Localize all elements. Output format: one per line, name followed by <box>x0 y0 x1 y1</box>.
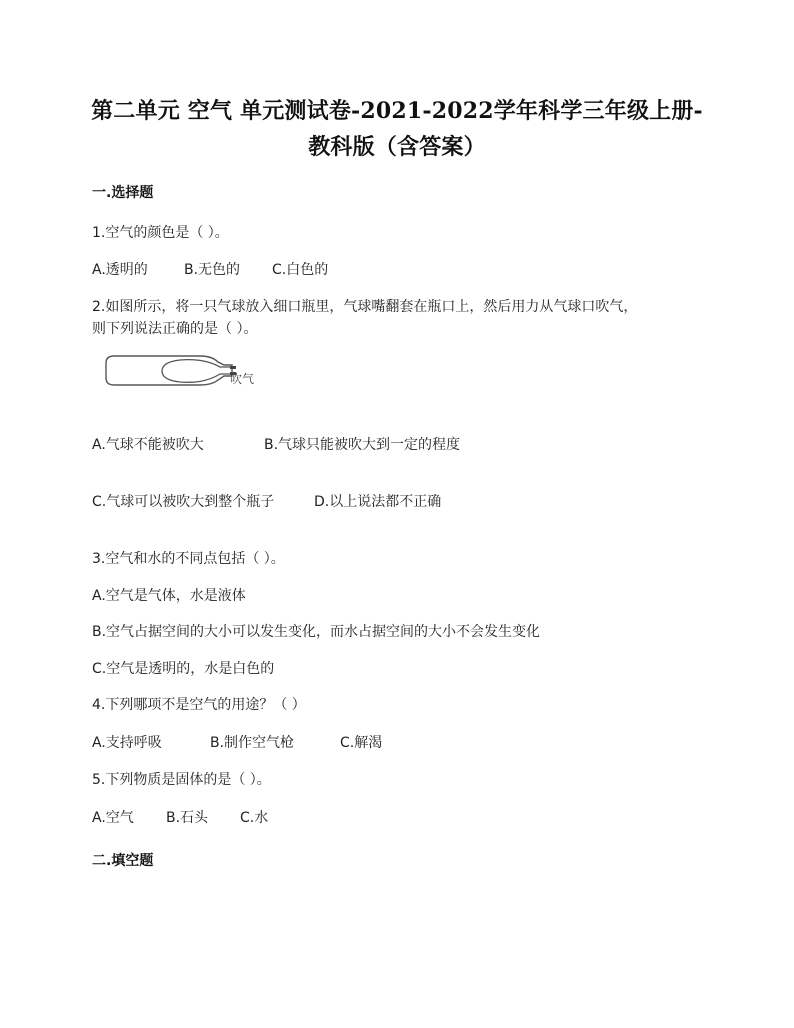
question-2-text-line-1: 2.如图所示，将一只气球放入细口瓶里，气球嘴翻套在瓶口上，然后用力从气球口吹气， <box>92 299 638 315</box>
section-heading-fill-blank: 二.填空题 <box>92 853 154 869</box>
question-1-option-c: C.白色的 <box>272 262 329 278</box>
question-4-option-a: A.支持呼吸 <box>92 735 162 751</box>
question-4-text: 4.下列哪项不是空气的用途？（ ） <box>92 697 306 713</box>
question-2-option-b: B.气球只能被吹大到一定的程度 <box>264 437 461 453</box>
question-1-option-a: A.透明的 <box>92 262 148 278</box>
question-3-option-a: A.空气是气体，水是液体 <box>92 588 246 604</box>
question-3-option-c: C.空气是透明的，水是白色的 <box>92 661 275 677</box>
figure-label-blow: 吹气 <box>230 372 255 386</box>
question-1-option-b: B.无色的 <box>184 262 241 278</box>
section-heading-choice: 一.选择题 <box>92 185 154 201</box>
question-3-option-b: B.空气占据空间的大小可以发生变化，而水占据空间的大小不会发生变化 <box>92 624 541 640</box>
document-title-line-1: 第二单元 空气 单元测试卷-2021-2022学年科学三年级上册- <box>91 98 703 124</box>
question-2-option-d: D.以上说法都不正确 <box>314 494 442 510</box>
question-2-option-a: A.气球不能被吹大 <box>92 437 204 453</box>
question-4-option-b: B.制作空气枪 <box>210 735 295 751</box>
document-title-line-2: 教科版（含答案） <box>308 134 486 160</box>
question-5-option-c: C.水 <box>240 810 269 826</box>
question-5-option-b: B.石头 <box>166 810 209 826</box>
question-1-text: 1.空气的颜色是（ ）。 <box>92 225 229 241</box>
question-4-option-c: C.解渴 <box>340 735 383 751</box>
question-2-text-line-2: 则下列说法正确的是（ ）。 <box>92 321 258 337</box>
question-5-text: 5.下列物质是固体的是（ ）。 <box>92 772 271 788</box>
question-5-option-a: A.空气 <box>92 810 134 826</box>
question-2-option-c: C.气球可以被吹大到整个瓶子 <box>92 494 275 510</box>
question-3-text: 3.空气和水的不同点包括（ ）。 <box>92 551 285 567</box>
